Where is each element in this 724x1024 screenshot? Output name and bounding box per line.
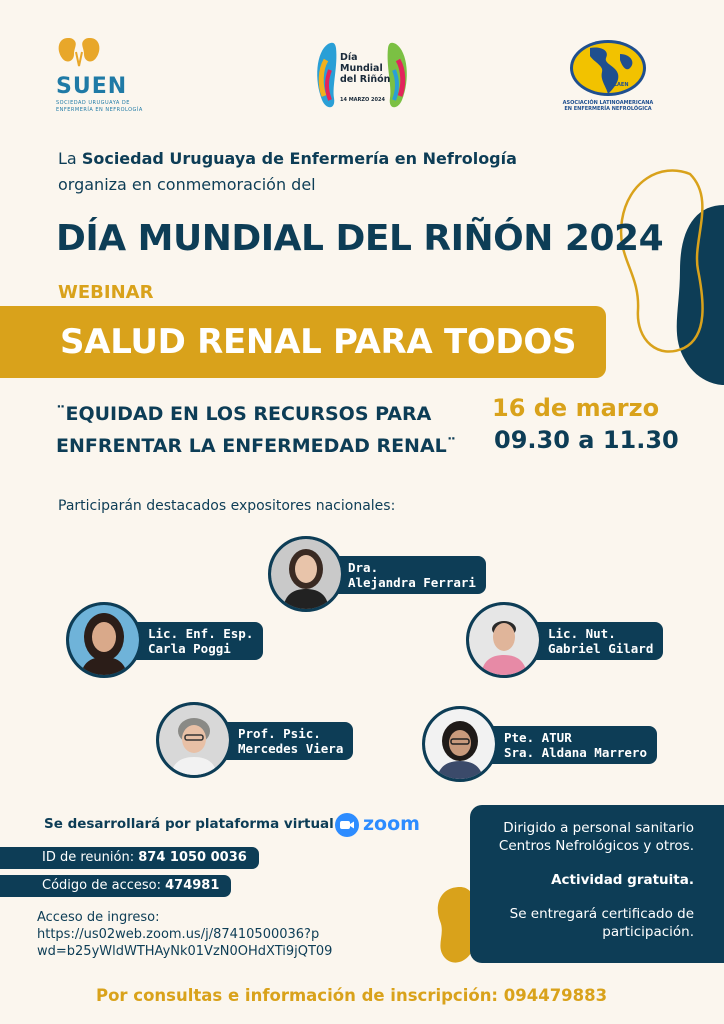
meeting-id-value: 874 1050 0036 [138,850,247,865]
intro-org-name: Sociedad Uruguaya de Enfermería en Nefrología [81,149,517,168]
zoom-camera-icon [335,813,359,837]
speaker-photo [422,706,498,782]
theme-banner [0,306,606,378]
person-portrait-icon [425,709,495,779]
platform-text: Se desarrollará por plataforma virtual [44,816,334,832]
alaen-subtitle: ASOCIACIÓN LATINOAMERICANA EN ENFERMERÍA NEFROLÓGICA [562,100,654,112]
intro-line2: organiza en conmemoración del [58,175,316,194]
intro-text [58,146,517,198]
intro-prefix: La [58,149,82,168]
speaker-label [220,722,353,760]
zoom-logo [335,812,419,838]
dmr-line3: del Riñón [340,74,391,85]
banner-text: SALUD RENAL PARA TODOS [60,322,577,362]
quote-line1: ¨EQUIDAD EN LOS RECURSOS PARA [56,403,432,425]
speaker-photo [156,702,232,778]
kidney-icon [56,36,102,72]
certificate-line1: Se entregará certificado de [509,906,694,922]
participants-intro: Participarán destacados expositores nacionales: [58,498,396,514]
speaker-photo [268,536,344,612]
audience-line1: Dirigido a personal sanitario [503,820,694,836]
event-time: 09.30 a 11.30 [494,426,679,454]
suen-name: SUEN [56,74,128,99]
audience-line2: Centros Nefrológicos y otros. [498,838,694,854]
globe-icon [560,38,656,98]
decorative-kidney-shape [600,160,724,390]
dmr-line2: Mundial [340,63,383,74]
dmr-title [340,52,390,85]
dmr-line1: Día [340,52,358,63]
speaker-photo [66,602,142,678]
meeting-id-label: ID de reunión: [42,850,135,865]
speaker-label [130,622,263,660]
speaker-name: Alejandra Ferrari [348,575,476,590]
footer-contact: Por consultas e información de inscripción: 094479883 [96,986,608,1005]
speaker-label [486,726,657,764]
certificate-text [476,905,694,941]
speaker-label [330,556,486,594]
meeting-id-pill [0,847,259,869]
access-link-block [37,909,332,960]
intro-line1 [58,146,517,172]
event-date: 16 de marzo [492,394,660,422]
subtitle-quote [56,398,456,462]
certificate-line2: participación. [602,924,694,940]
speaker-name: Gabriel Gilard [548,641,654,656]
person-portrait-icon [159,705,229,775]
access-url-line1[interactable]: https://us02web.zoom.us/j/87410500036?p [37,927,320,942]
free-label: Actividad gratuita. [551,872,694,888]
access-url-line2[interactable]: wd=b25yWldWTHAyNk01VzN0OHdXTi9jQT09 [37,944,333,959]
free-text [476,871,694,889]
suen-subtitle: SOCIEDAD URUGUAYA DE ENFERMERÍA EN NEFROLOGÍA [56,100,143,113]
dmr-date: 14 MARZO 2024 [340,97,385,103]
speaker-title: Lic. Nut. [548,626,616,641]
access-code-label: Código de acceso: [42,878,161,893]
speaker-title: Prof. Psic. [238,726,321,741]
quote-line2: ENFRENTAR LA ENFERMEDAD RENAL¨ [56,435,457,457]
speaker-label [530,622,663,660]
person-portrait-icon [69,605,139,675]
access-code-value: 474981 [165,878,220,893]
zoom-brand: zoom [363,813,420,835]
speaker-name: Mercedes Viera [238,741,344,756]
page-title: DÍA MUNDIAL DEL RIÑÓN 2024 [56,218,664,259]
speaker-title: Lic. Enf. Esp. [148,626,254,641]
speaker-photo [466,602,542,678]
person-portrait-icon [271,539,341,609]
dia-mundial-rinon-logo [314,40,410,114]
person-portrait-icon [469,605,539,675]
webinar-label: WEBINAR [58,282,154,303]
speaker-name: Sra. Aldana Marrero [504,745,647,760]
access-label: Acceso de ingreso: [37,910,160,925]
audience-text [476,819,694,855]
alaen-logo [560,38,656,118]
speaker-title: Dra. [348,560,379,575]
access-code-pill [0,875,231,897]
alaen-badge: ALAEN [610,82,629,88]
info-box [470,805,724,963]
suen-logo [52,36,152,116]
speaker-title: Pte. ATUR [504,730,572,745]
speaker-name: Carla Poggi [148,641,231,656]
